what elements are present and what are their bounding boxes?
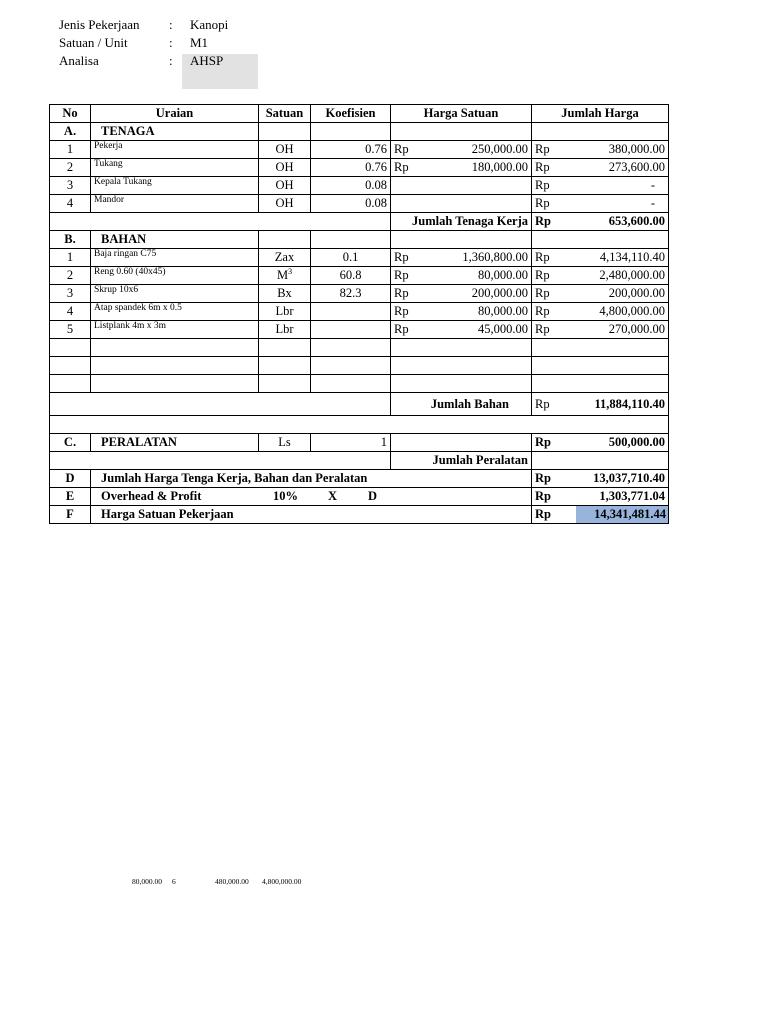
subtotal-value: Rp 653,600.00 — [532, 213, 669, 231]
row-koefisien: 0.08 — [311, 195, 391, 213]
footnote-value: 6 — [172, 877, 176, 886]
colon: : — [169, 35, 173, 50]
row-no: 4 — [50, 195, 91, 213]
row-satuan: OH — [259, 195, 311, 213]
table-row — [50, 285, 669, 303]
row-satuan: OH — [259, 159, 311, 177]
row-jumlah-harga: Rp 4,134,110.40 — [532, 249, 669, 267]
row-satuan: $M^3$ — [259, 267, 311, 285]
row-jumlah-harga: Rp 200,000.00 — [532, 285, 669, 303]
table-row — [50, 141, 669, 159]
table-header-row — [50, 105, 669, 123]
analisa-value: AHSP — [190, 53, 224, 68]
summary-e-row — [50, 488, 669, 506]
col-header-koefisien: Koefisien — [311, 105, 391, 123]
superscript: 3 — [288, 266, 293, 276]
row-harga-satuan: Rp 250,000.00 — [391, 141, 532, 159]
subtotal-label: Jumlah Peralatan — [391, 452, 532, 470]
section-peralatan-row — [50, 434, 669, 452]
col-header-uraian: Uraian — [91, 105, 259, 123]
spacer-row — [50, 416, 669, 434]
row-jumlah-harga: Rp - — [532, 177, 669, 195]
row-jumlah-harga: Rp 273,600.00 — [532, 159, 669, 177]
footnote-value: 4,800,000.00 — [262, 877, 302, 886]
row-uraian: Reng 0.60 (40x45) — [91, 267, 259, 285]
row-jumlah-harga: Rp 2,480,000.00 — [532, 267, 669, 285]
row-satuan: Lbr — [259, 303, 311, 321]
section-title: BAHAN — [91, 231, 259, 249]
col-header-no: No — [50, 105, 91, 123]
row-no: 3 — [50, 285, 91, 303]
empty-row — [50, 357, 669, 375]
table-row — [50, 249, 669, 267]
row-satuan: Zax — [259, 249, 311, 267]
row-uraian: Baja ringan C75 — [91, 249, 259, 267]
jenis-label: Jenis Pekerjaan — [59, 17, 140, 32]
row-satuan: Ls — [259, 434, 311, 452]
row-uraian: Mandor — [91, 195, 259, 213]
section-tenaga-row — [50, 123, 669, 141]
analisa-label: Analisa — [59, 53, 99, 68]
row-harga-satuan — [391, 177, 532, 195]
section-code: B. — [50, 231, 91, 249]
summary-label: Jumlah Harga Tenga Kerja, Bahan dan Peralatan — [91, 470, 532, 488]
summary-value: Rp 1,303,771.04 — [532, 488, 669, 506]
section-code: A. — [50, 123, 91, 141]
row-satuan: Lbr — [259, 321, 311, 339]
row-satuan: Bx — [259, 285, 311, 303]
row-koefisien — [311, 303, 391, 321]
footnote-value: 480,000.00 — [215, 877, 249, 886]
subtotal-tenaga-row — [50, 213, 669, 231]
row-jumlah-harga: Rp 270,000.00 — [532, 321, 669, 339]
empty-row — [50, 339, 669, 357]
col-header-jumlah-harga: Jumlah Harga — [532, 105, 669, 123]
row-koefisien: 82.3 — [311, 285, 391, 303]
section-title: PERALATAN — [91, 434, 259, 452]
table-row — [50, 303, 669, 321]
row-no: 5 — [50, 321, 91, 339]
col-header-satuan: Satuan — [259, 105, 311, 123]
subtotal-peralatan-row — [50, 452, 669, 470]
empty-row — [50, 375, 669, 393]
footnote-value: 80,000.00 — [132, 877, 162, 886]
row-koefisien: 0.08 — [311, 177, 391, 195]
colon: : — [169, 53, 173, 68]
row-koefisien: 60.8 — [311, 267, 391, 285]
table-row — [50, 195, 669, 213]
row-satuan: OH — [259, 141, 311, 159]
overhead-percent: 10% — [273, 489, 298, 503]
row-jumlah-harga: Rp 500,000.00 — [532, 434, 669, 452]
summary-label: Overhead & Profit 10% X D — [91, 488, 532, 506]
row-uraian: Kepala Tukang — [91, 177, 259, 195]
subtotal-value: Rp 11,884,110.40 — [532, 393, 669, 416]
summary-value: Rp 13,037,710.40 — [532, 470, 669, 488]
summary-value: Rp 14,341,481.44 — [532, 506, 669, 524]
row-harga-satuan: Rp 200,000.00 — [391, 285, 532, 303]
row-uraian: Skrup 10x6 — [91, 285, 259, 303]
table-row — [50, 159, 669, 177]
row-jumlah-harga: Rp - — [532, 195, 669, 213]
subtotal-bahan-row — [50, 393, 669, 416]
row-uraian: Pekerja — [91, 141, 259, 159]
table-row — [50, 321, 669, 339]
row-no: 1 — [50, 249, 91, 267]
row-satuan: OH — [259, 177, 311, 195]
row-jumlah-harga: Rp 4,800,000.00 — [532, 303, 669, 321]
row-koefisien: 1 — [311, 434, 391, 452]
table-row — [50, 177, 669, 195]
section-bahan-row — [50, 231, 669, 249]
row-uraian: Listplank 4m x 3m — [91, 321, 259, 339]
row-no: 2 — [50, 159, 91, 177]
row-koefisien: 0.1 — [311, 249, 391, 267]
summary-d-row — [50, 470, 669, 488]
row-jumlah-harga: Rp 380,000.00 — [532, 141, 669, 159]
row-uraian: Tukang — [91, 159, 259, 177]
satuan-label: Satuan / Unit — [59, 35, 128, 50]
row-no: 4 — [50, 303, 91, 321]
row-harga-satuan: Rp 1,360,800.00 — [391, 249, 532, 267]
section-title: TENAGA — [91, 123, 259, 141]
subtotal-label: Jumlah Tenaga Kerja — [391, 213, 532, 231]
satuan-value: M1 — [190, 35, 209, 50]
row-harga-satuan: Rp 80,000.00 — [391, 303, 532, 321]
summary-label: Harga Satuan Pekerjaan — [91, 506, 532, 524]
row-no: 3 — [50, 177, 91, 195]
col-header-harga-satuan: Harga Satuan — [391, 105, 532, 123]
ahsp-table — [49, 104, 669, 524]
row-harga-satuan — [391, 195, 532, 213]
final-price-highlight: 14,341,481.44 — [576, 506, 668, 523]
summary-code: E — [50, 488, 91, 506]
row-no: 2 — [50, 267, 91, 285]
table-row — [50, 267, 669, 285]
row-harga-satuan: Rp 80,000.00 — [391, 267, 532, 285]
row-uraian: Atap spandek 6m x 0.5 — [91, 303, 259, 321]
subtotal-label: Jumlah Bahan — [391, 393, 532, 416]
summary-f-row — [50, 506, 669, 524]
row-koefisien: 0.76 — [311, 141, 391, 159]
row-no: 1 — [50, 141, 91, 159]
summary-code: D — [50, 470, 91, 488]
section-code: C. — [50, 434, 91, 452]
jenis-value: Kanopi — [190, 17, 229, 32]
row-harga-satuan: Rp 45,000.00 — [391, 321, 532, 339]
summary-code: F — [50, 506, 91, 524]
row-harga-satuan: Rp 180,000.00 — [391, 159, 532, 177]
row-koefisien: 0.76 — [311, 159, 391, 177]
colon: : — [169, 17, 173, 32]
row-koefisien — [311, 321, 391, 339]
